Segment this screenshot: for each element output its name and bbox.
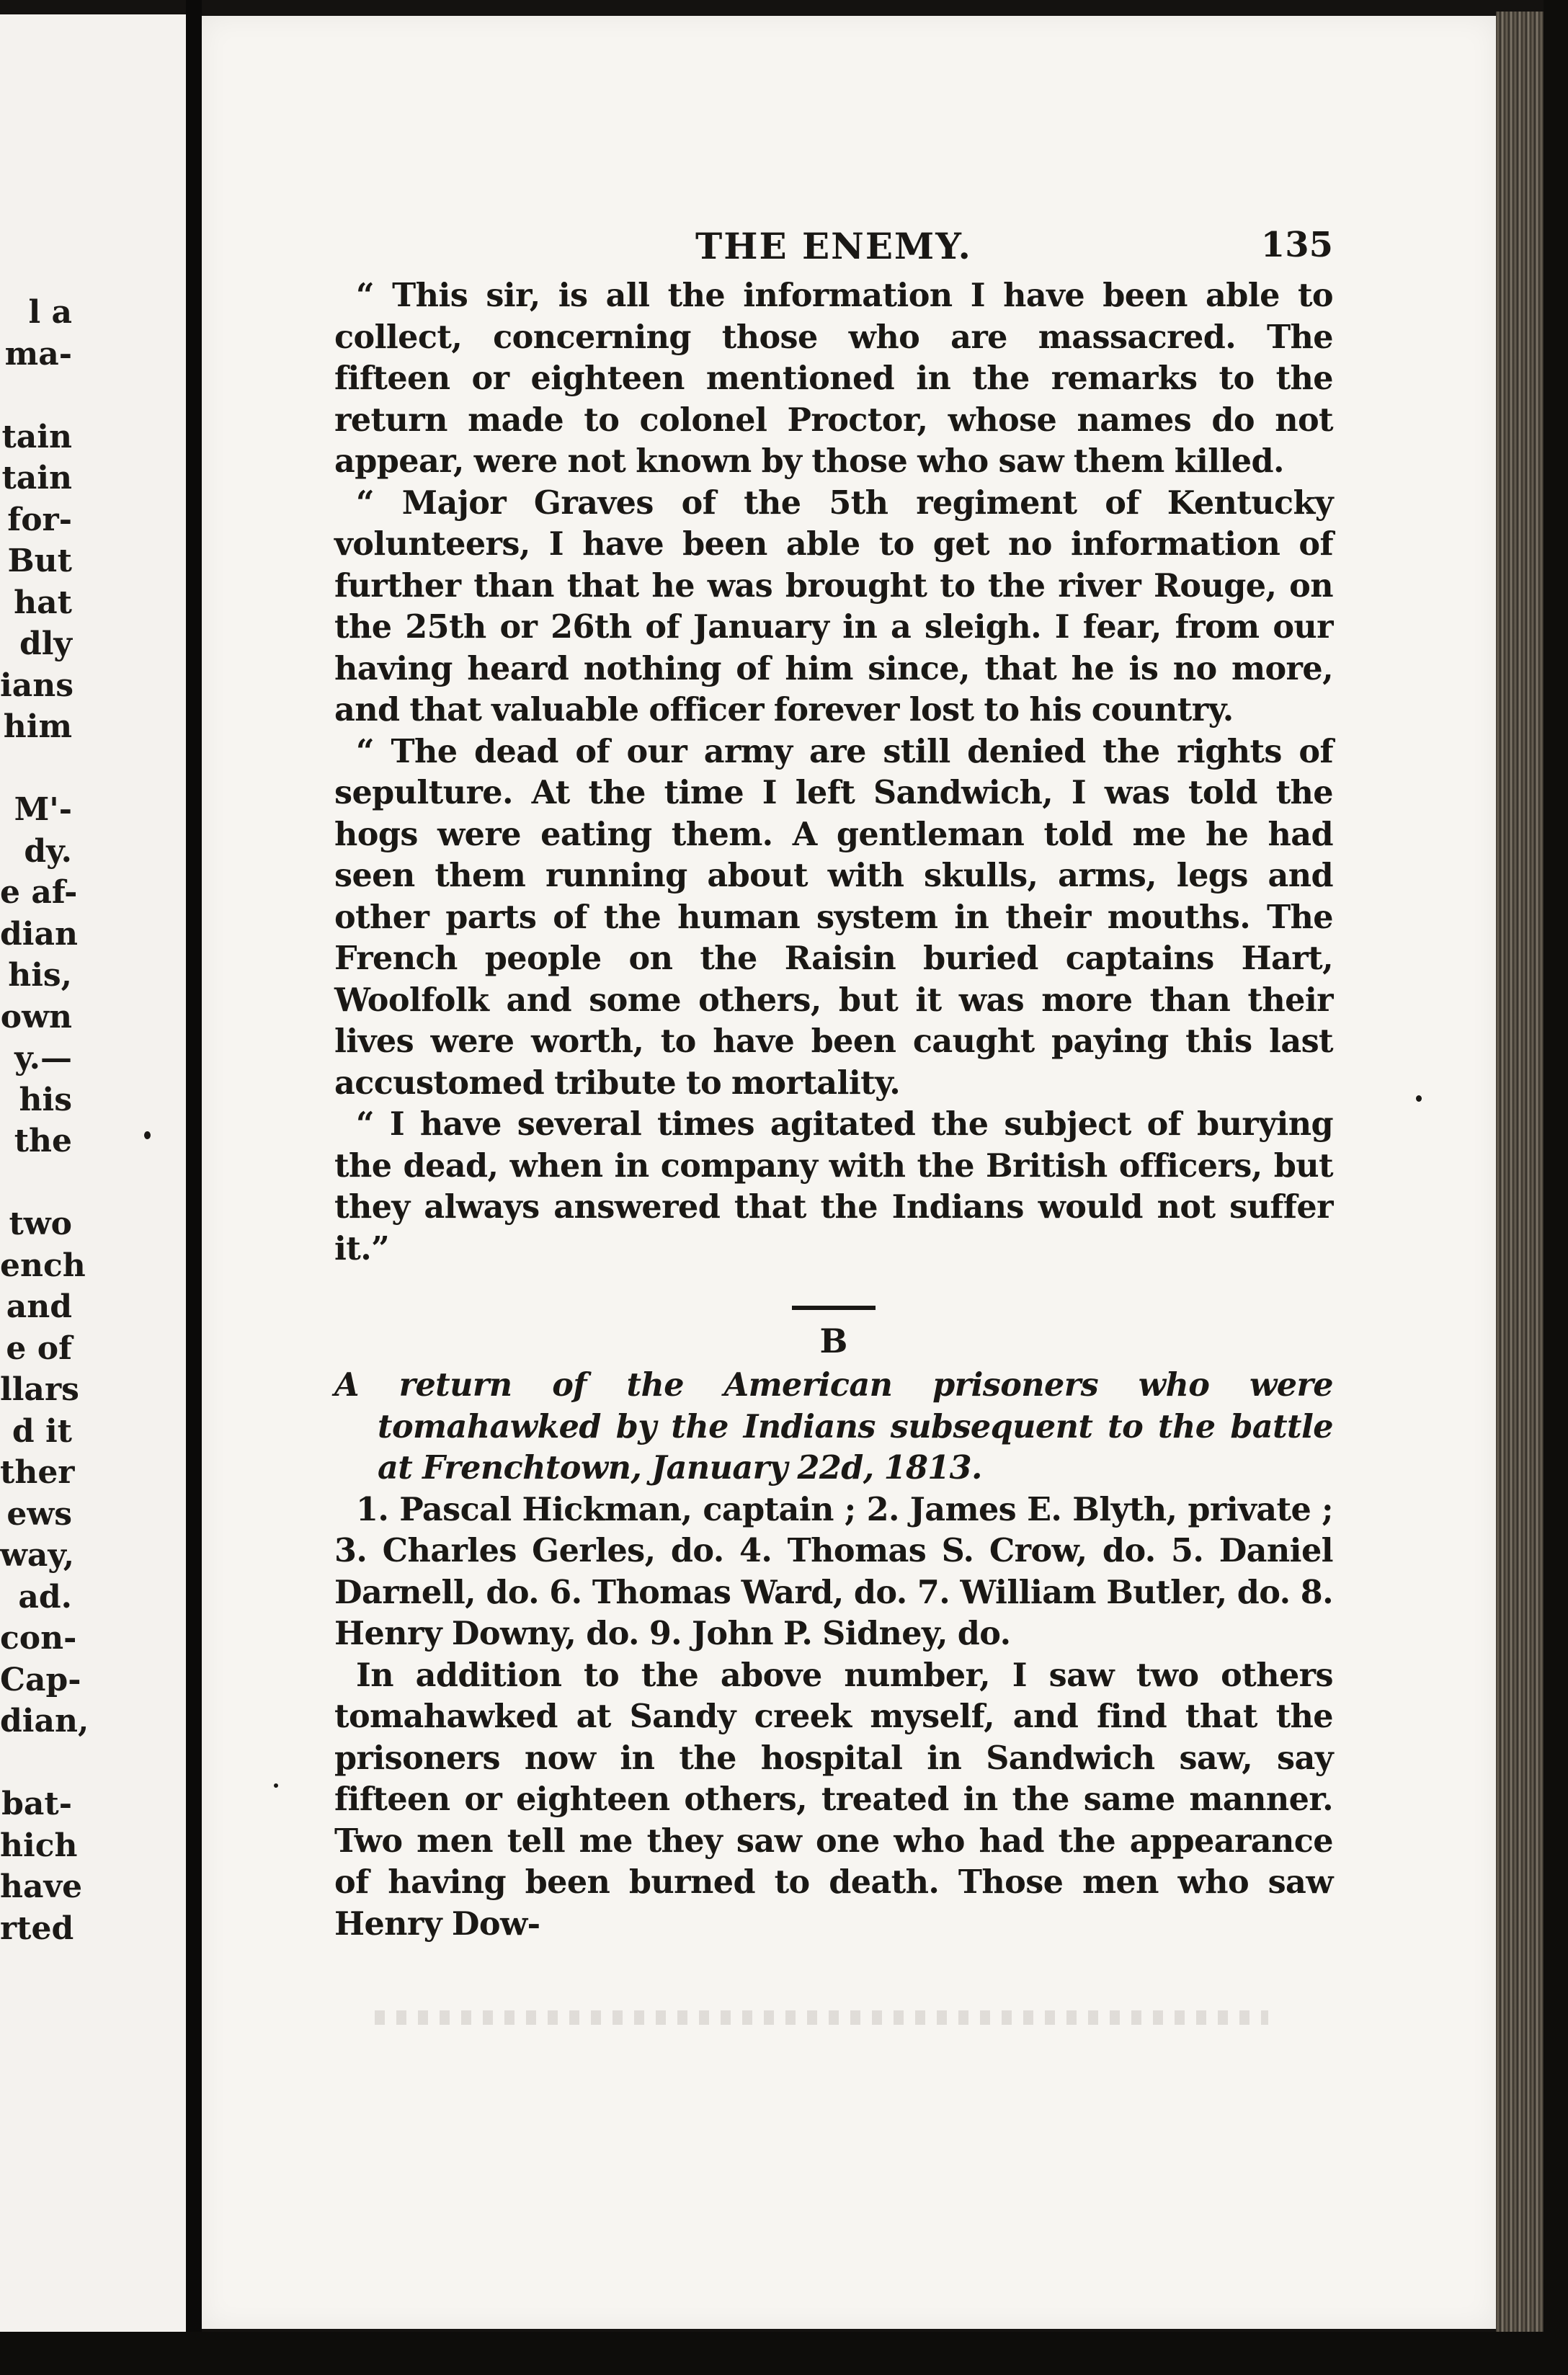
page-title: THE ENEMY.: [695, 225, 972, 267]
left-page-fragment: his,: [8, 957, 72, 994]
left-page-fragment: tain: [1, 418, 72, 455]
left-page-fragment: for-: [7, 501, 72, 538]
prisoner-list-paragraph: 1. Pascal Hickman, captain ; 2. James E. Blyth, private ; 3. Charles Gerles, do. 4. Thomas S. Crow, do. 5. Daniel Darnell, do. 6. Thomas Ward, do. 7. William Butler, do. 8. Henry Downy, do. 9. John P. Sidney, do.: [334, 1490, 1333, 1652]
section-letter: B: [819, 1322, 848, 1360]
left-page-fragment: dly: [19, 625, 72, 662]
ink-speck: [144, 1131, 151, 1139]
left-page-fragment: bat-: [1, 1786, 72, 1822]
left-page-fragment: ma-: [4, 335, 72, 373]
page-content: [334, 225, 1333, 1945]
ink-speck: [274, 1783, 278, 1788]
left-page-fragment: his: [19, 1081, 72, 1118]
left-page-fragment: two: [9, 1206, 72, 1242]
left-page-fragment: d it: [12, 1412, 72, 1450]
left-page-fragment: way,: [0, 1537, 75, 1574]
left-page-fragment: dy.: [24, 832, 72, 870]
left-page-fragment: But: [7, 543, 72, 579]
left-page-fragment: [0, 1742, 72, 1784]
running-head: [334, 225, 1333, 275]
section-divider-rule: [792, 1306, 876, 1310]
left-page-fragment: tain: [1, 460, 72, 496]
left-page-fragment: ad.: [18, 1578, 72, 1616]
left-page-fragment: l a: [28, 294, 72, 331]
left-page-fragment: e af-: [0, 874, 78, 911]
left-page-fragment: have: [0, 1868, 83, 1905]
left-page-fragment: hich: [0, 1827, 78, 1864]
page-number: 135: [1260, 225, 1333, 265]
left-page-fragment: y.—: [14, 1040, 72, 1077]
body-paragraph: “ The dead of our army are still denied the rights of sepulture. At the time I left Sandwich, I was told the hogs were eating them. A gentleman told me he had seen them running about with skulls, arms, legs and other parts of the human system in their mouths. The French people on the Raisin buried captains Hart, Woolfolk and some others, but it was more than their lives were worth, to have been caught paying this last accustomed tribute to mortality.: [334, 732, 1333, 1102]
left-page-fragment: [0, 1162, 72, 1204]
page-edges-stack: [1496, 12, 1544, 2332]
left-page-fragment: dian,: [0, 1703, 89, 1739]
book-gutter: [186, 0, 202, 2375]
left-page-fragment: [0, 748, 72, 790]
left-page-fragment: llars: [0, 1371, 79, 1408]
bottom-scan-border: [0, 2332, 1568, 2375]
left-page-fragment: M'-: [14, 791, 72, 828]
left-page-fragment: own: [0, 998, 72, 1035]
right-scan-border: [1544, 0, 1568, 2375]
left-page-fragment: hat: [14, 584, 72, 621]
bleed-through-marks: [375, 2010, 1268, 2025]
body-paragraph: “ Major Graves of the 5th regiment of Kentucky volunteers, I have been able to get no information of further than that he was brought to the river Rouge, on the 25th or 26th of January in a sleigh. I fear, from our having heard nothing of him since, that he is no more, and that valuable officer forever lost to his country.: [334, 484, 1333, 728]
left-page-fragment: [0, 375, 72, 416]
body-paragraph: “ I have several times agitated the subject of burying the dead, when in company with the British officers, but they always answered that the Indians would not suffer it.”: [334, 1105, 1333, 1267]
left-page-fragment: ews: [6, 1495, 72, 1533]
left-page-fragment: con-: [0, 1620, 77, 1657]
left-page-fragment: e of: [6, 1329, 72, 1367]
left-page-fragment: rted: [0, 1910, 74, 1947]
left-page-fragment: and: [6, 1288, 72, 1325]
left-page-text-fragments: [0, 292, 89, 1949]
left-page-fragment: ther: [0, 1454, 75, 1491]
left-page-fragment: him: [3, 708, 72, 745]
left-page-fragment: the: [14, 1123, 72, 1159]
ink-speck: [1416, 1095, 1422, 1102]
left-page-fragment: ians: [0, 667, 74, 704]
left-page-fragment: Cap-: [0, 1661, 81, 1698]
appendix-heading: A return of the American prisoners who were tomahawked by the Indians subsequent to the battle at Frenchtown, January 22d, 1813.: [334, 1366, 1333, 1487]
left-page-fragment: ench: [0, 1247, 86, 1284]
left-page-edge: [0, 14, 186, 2342]
left-page-fragment: dian: [0, 915, 78, 953]
appendix-paragraph: In addition to the above number, I saw two others tomahawked at Sandy creek myself, and find that the prisoners now in the hospital in Sandwich saw, say fifteen or eighteen others, treated in the same manner. Two men tell me they saw one who had the appearance of having been burned to death. Those men who saw Henry Dow-: [334, 1656, 1333, 1943]
body-paragraph: “ This sir, is all the information I have been able to collect, concerning those who are massacred. The fifteen or eighteen mentioned in the remarks to the return made to colonel Proctor, whose names do not appear, were not known by those who saw them killed.: [334, 277, 1333, 480]
